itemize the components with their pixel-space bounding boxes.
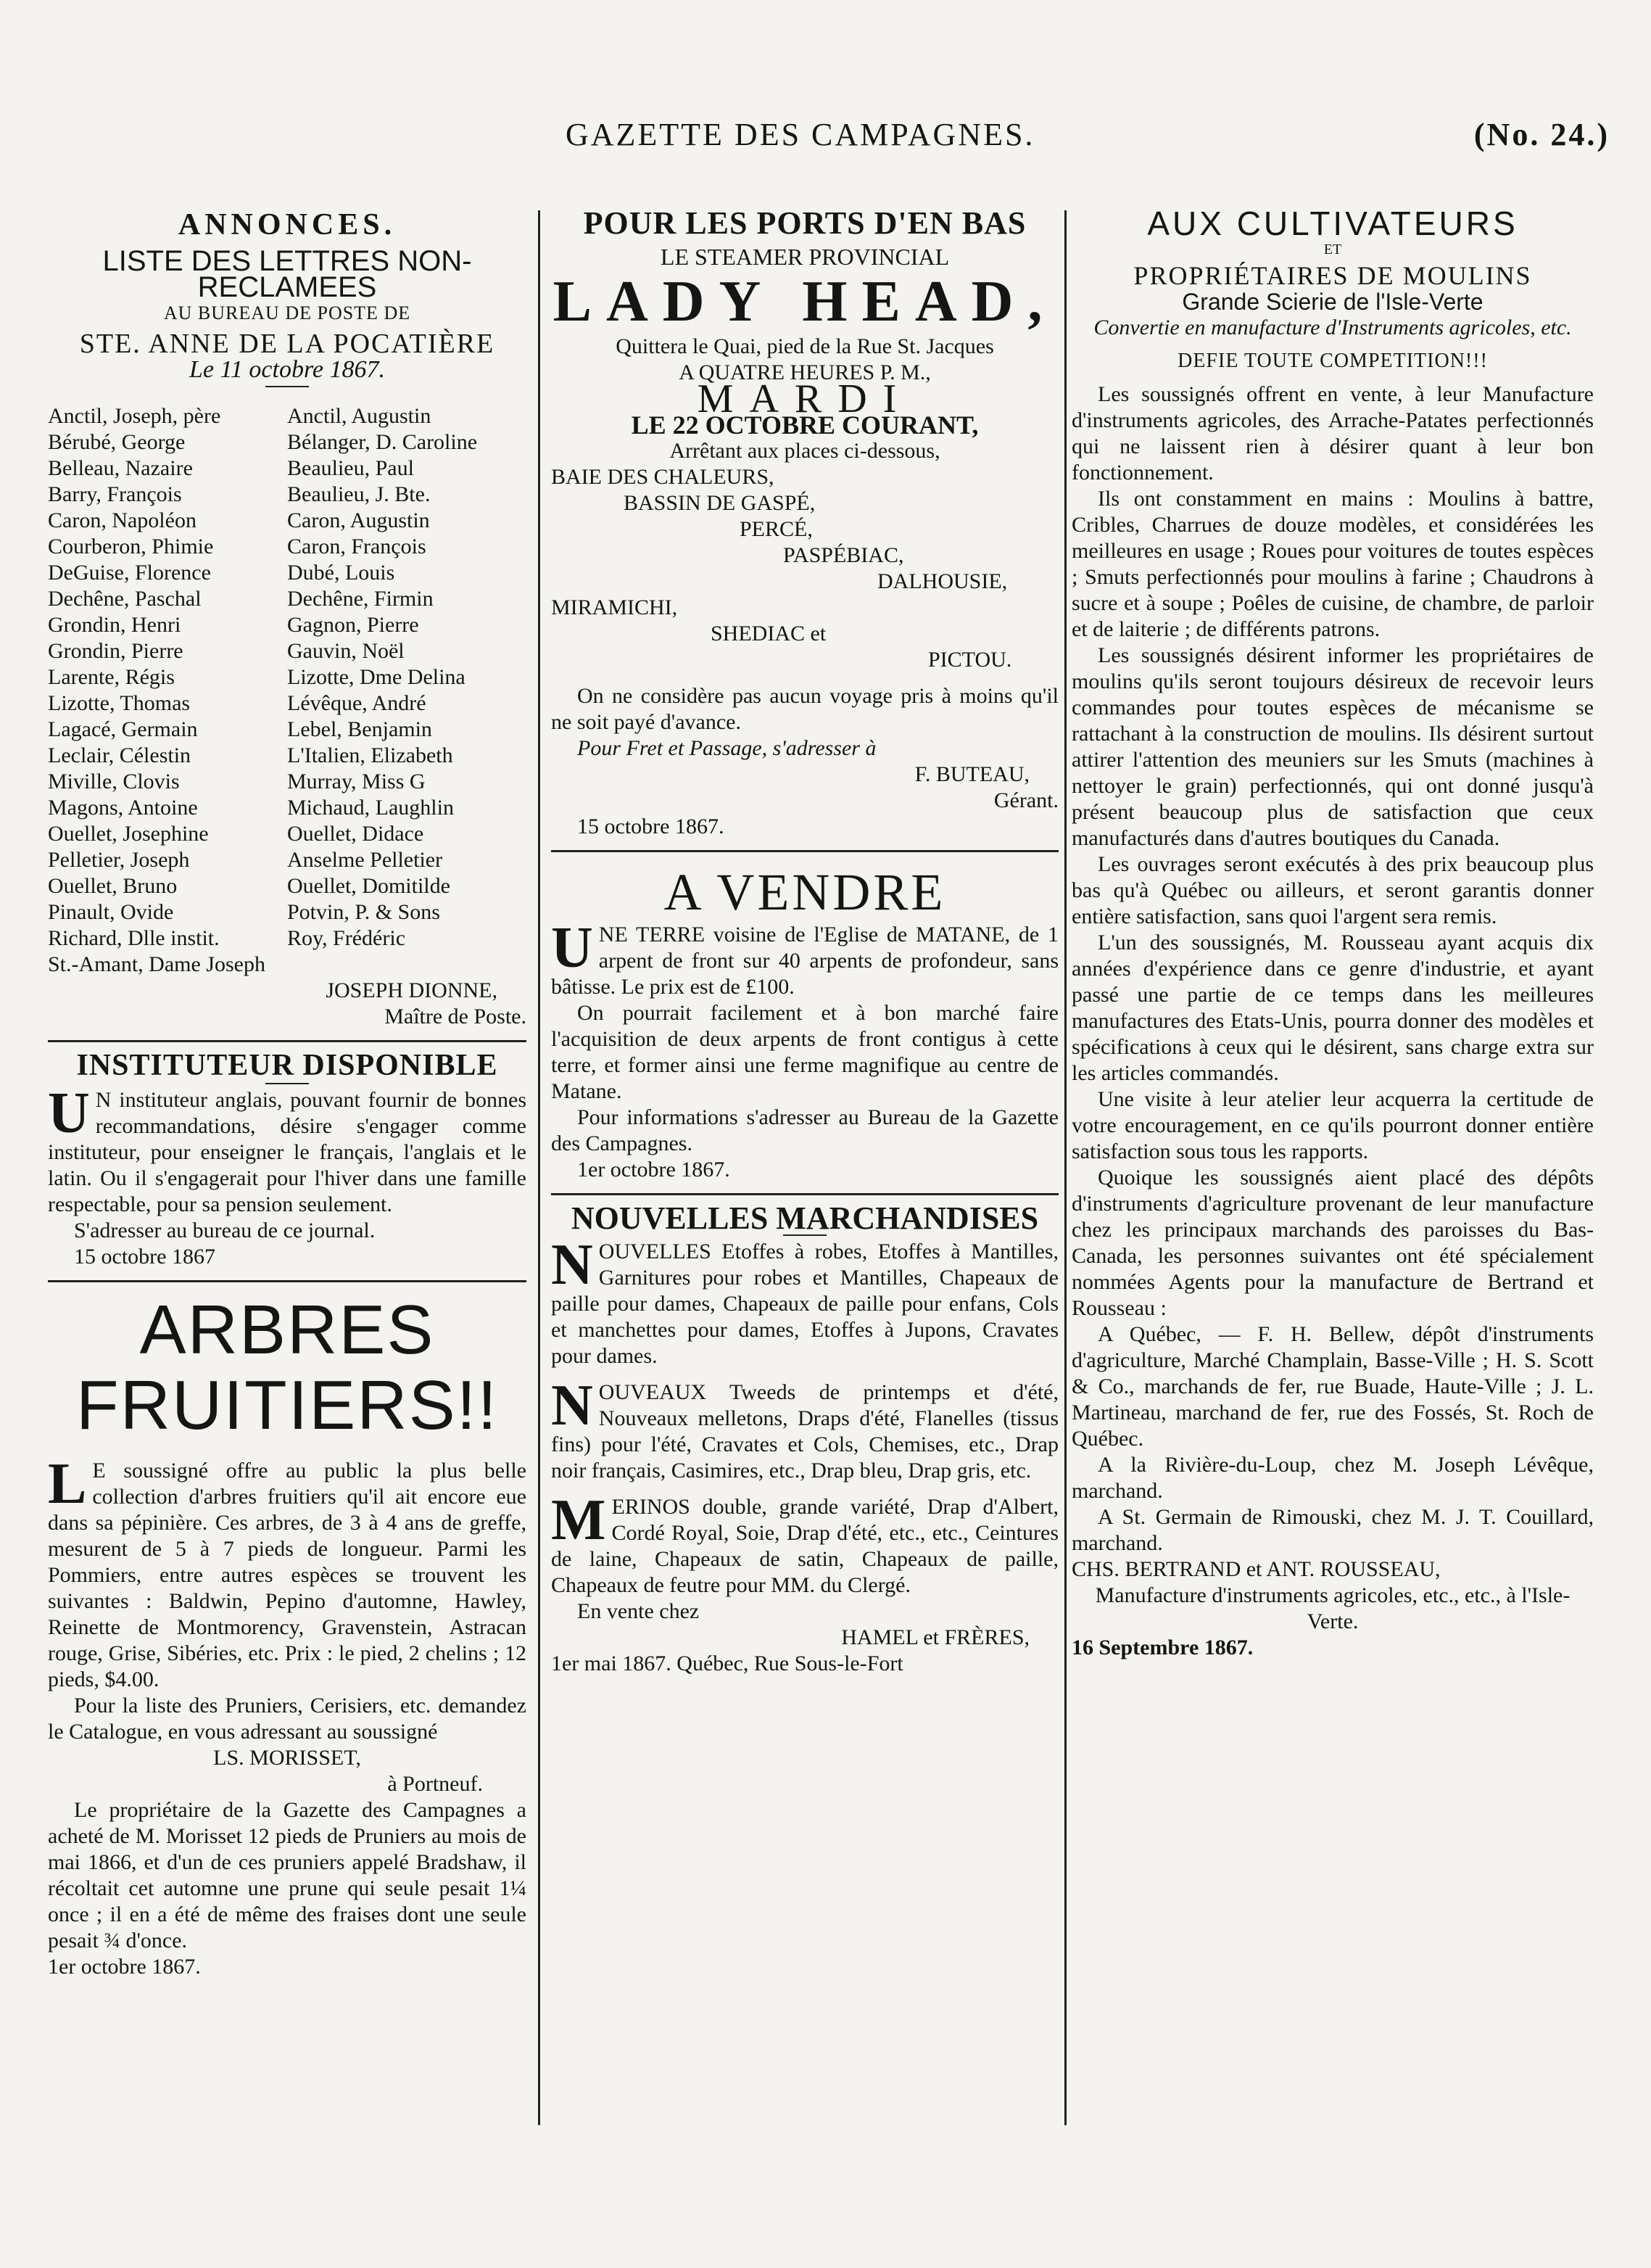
recipient-name: Larente, Régis [48,665,175,689]
list-item [48,847,526,873]
place-item: DALHOUSIE, [877,569,1008,593]
list-item [48,403,526,429]
postmaster-name: JOSEPH DIONNE, [326,978,497,1002]
arbres-signer: LS. MORISSET, [213,1746,361,1770]
paragraph: Les ouvrages seront exécutés à des prix beaucoup plus bas qu'à Québec ou ailleurs, et seront garantis donner entière satisfaction, sans quoi l'argent sera remis. [1072,852,1594,928]
recipient-name: Ouellet, Didace [287,822,424,846]
recipient-name: Courberon, Phimie [48,535,214,558]
column-divider [538,210,540,2125]
annonces-heading: ANNONCES. [178,208,397,242]
recipient-name: Anselme Pelletier [287,848,443,872]
list-item [48,664,526,690]
recipient-name: Caron, Napoléon [48,508,196,532]
recipient-name: Grondin, Pierre [48,639,183,663]
paragraph: Les soussignés désirent informer les propriétaires de moulins qu'ils seront toujours désireux de recevoir leurs commandes pour toutes espèces de mécanisme se rattachant à la construction de moulins. Ils désirent surtout attirer l'attention des meuniers sur les Smuts (machines à nettoyer le grain) perfectionnés, qui ont donné jusqu'à présent beaucoup plus de satisfaction que ceux manufacturés dans d'autres boutiques du Canada. [1072,643,1594,850]
recipient-name: Miville, Clovis [48,770,180,793]
quittera-line: Quittera le Quai, pied de la Rue St. Jacques [616,334,994,358]
recipient-name: Bélanger, D. Caroline [287,430,478,454]
place-item: PERCÉ, [740,517,813,541]
recipient-name: Richard, Dlle instit. [48,926,220,950]
dropcap: N [551,1233,593,1297]
recipient-name: Ouellet, Domitilde [287,874,450,898]
paragraph: L'un des soussignés, M. Rousseau ayant acquis dix années d'expérience dans ce genre d'industrie, et ayant passé une partie de ce temps dans les meilleures manufactures des Etats-Unis, pourra donner des modèles et spécifications à ceux qui le désirent, sans charge extra sur les articles commandés. [1072,931,1594,1085]
list-item [48,612,526,638]
arbres-text-3: Le propriétaire de la Gazette des Campagnes a acheté de M. Morisset 12 pieds de Pruniers au mois de mai 1866, et d'un de ces pruniers appelé Bradshaw, il récoltait cet automne une prune qui seule pesait 1¼ once ; il en a été de même des fraises dont une seule pesait ¾ d'once. [48,1798,526,1952]
recipient-name: Grondin, Henri [48,613,181,637]
liste-date: Le 11 octobre 1867. [189,356,386,383]
list-item [48,717,526,743]
recipient-name: Caron, Augustin [287,508,430,532]
place-item: PICTOU. [928,648,1012,672]
recipient-name: Magons, Antoine [48,796,198,820]
recipient-name: Pelletier, Joseph [48,848,190,872]
letters-list [48,403,526,952]
paragraph: Une visite à leur atelier leur acquerra la certitude de votre encouragement, en ce qu'ils pourront donner entière satisfaction sous tous les rapports. [1072,1087,1594,1163]
arbres-place: à Portneuf. [387,1772,483,1796]
list-item [48,455,526,482]
ports-date: 15 octobre 1867. [577,815,724,838]
recipient-name: Belleau, Nazaire [48,456,193,480]
nouvelles-heading: NOUVELLES MARCHANDISES [571,1200,1039,1236]
place-item: BAIE DES CHALEURS, [551,465,774,489]
recipient-name: Murray, Miss G [287,770,426,793]
list-item [48,795,526,821]
list-item [48,873,526,899]
recipient-name: Ouellet, Bruno [48,874,178,898]
dropcap: U [551,916,593,980]
vendre-date: 1er octobre 1867. [577,1158,730,1182]
column-divider [1064,210,1067,2125]
list-item [48,821,526,847]
heures-line: A QUATRE HEURES P. M., [679,360,931,384]
arretant-line: Arrêtant aux places ci-dessous, [669,439,940,463]
list-item [48,534,526,560]
paragraph: A la Rivière-du-Loup, chez M. Joseph Lévêque, marchand. [1072,1453,1594,1503]
defie-heading: DEFIE TOUTE COMPETITION!!! [1178,350,1488,372]
vendre-text-3: Pour informations s'adresser au Bureau de la Gazette des Campagnes. [551,1105,1059,1155]
octobre-line: LE 22 OCTOBRE COURANT, [631,411,979,440]
recipient-name: Anctil, Augustin [287,404,431,428]
en-vente-line: En vente chez [577,1599,700,1623]
list-item [48,508,526,534]
voyage-note: On ne considère pas aucun voyage pris à moins qu'il ne soit payé d'avance. [551,684,1059,734]
postmaster-title: Maître de Poste. [384,1005,526,1028]
col3-date: 16 Septembre 1867. [1072,1636,1254,1659]
paragraph: A St. Germain de Rimouski, chez M. J. T. Couillard, marchand. [1072,1505,1594,1555]
list-item [48,560,526,586]
issue-number: (No. 24.) [1473,117,1610,152]
dropcap: M [551,1488,606,1552]
ports-heading: POUR LES PORTS D'EN BAS [583,205,1027,241]
places-list [551,464,1059,673]
nouvelles-text-2: OUVEAUX Tweeds de printemps et d'été, Nouveaux melletons, Draps d'été, Flanelles (tissus fins) pour l'été, Cravates et Cols, Chemises, etc., Drap noir français, Casimires, etc., Drap bleu, Drap gris, etc. [551,1380,1059,1483]
recipient-name: L'Italien, Elizabeth [287,743,453,767]
place-item: PASPÉBIAC, [783,543,904,567]
list-item [48,586,526,612]
dropcap: U [48,1081,90,1145]
dropcap: N [551,1374,593,1438]
list-item [48,429,526,455]
vendre-heading: A VENDRE [663,863,946,921]
paragraph: Les soussignés offrent en vente, à leur Manufacture d'instruments agricoles, des Arrache-Patates perfectionnés qui ne laissent rien à désirer quant à leur bon fonctionnement. [1072,382,1594,484]
dropcap: L [48,1452,87,1516]
paragraph: A Québec, — F. H. Bellew, dépôt d'instruments d'agriculture, Marché Champlain, Basse-Ville ; H. S. Scott & Co., marchands de fer, rue Buade, Haute-Ville ; J. L. Martineau, marchand de fer, rue des Fossés, St. Roch de Québec. [1072,1322,1594,1451]
arbres-text-2: Pour la liste des Pruniers, Cerisiers, etc. demandez le Catalogue, en vous adressant au soussigné [48,1694,526,1744]
recipient-name: Caron, François [287,535,426,558]
recipient-name: Michaud, Laughlin [287,796,454,820]
recipient-name: Lagacé, Germain [48,717,198,741]
instituteur-address: S'adresser au bureau de ce journal. [74,1218,376,1242]
recipient-name: Potvin, P. & Sons [287,900,440,924]
arbres-text: E soussigné offre au public la plus belle collection d'arbres fruitiers qu'il ait encore eue dans sa pépinière. Ces arbres, de 3 à 4 ans de greffe, mesurent de 5 à 7 pieds de longueur. Parmi les Pommiers, entre autres espèces se trouvent les suivantes : Baldwin, Pepino d'automne, Hawley, Reinette de Montmorency, Gravenstein, Astracan rouge, Grise, Sibéries, etc. Prix : le pied, 2 chelins ; 12 pieds, $4.00. [48,1459,526,1691]
hamel-name: HAMEL et FRÈRES, [841,1625,1030,1649]
recipient-name: Lizotte, Thomas [48,691,191,715]
recipient-name: Pinault, Ovide [48,900,174,924]
instituteur-date: 15 octobre 1867 [74,1245,215,1269]
buteau-name: F. BUTEAU, [914,762,1030,786]
list-item [48,925,526,952]
recipient-name: Leclair, Célestin [48,743,191,767]
aux-cultivateurs-heading: AUX CULTIVATEURS [1147,205,1518,242]
paragraph: Quoique les soussignés aient placé des dépôts d'instruments d'agriculture provenant de leur manufacture chez les principaux marchands des paroisses du Bas-Canada, les personnes suivantes ont été spécialement nommées Agents pour la manufacture de Bertrand et Rousseau : [1072,1166,1594,1320]
buteau-title: Gérant. [993,788,1059,812]
recipient-name: Beaulieu, J. Bte. [287,482,431,506]
list-item [48,482,526,508]
column-middle [551,205,1059,1677]
list-item [48,899,526,925]
proprietaires-heading: PROPRIÉTAIRES DE MOULINS [1133,261,1532,290]
hamel-date: 1er mai 1867. Québec, Rue Sous-le-Fort [551,1651,903,1675]
masthead-title: GAZETTE DES CAMPAGNES. [566,117,1035,152]
manufacture-line: Manufacture d'instruments agricoles, etc., etc., à l'Isle-Verte. [1095,1583,1571,1633]
signers-line: CHS. BERTRAND et ANT. ROUSSEAU, [1072,1557,1441,1581]
arbres-heading: ARBRES FRUITIERS!! [75,1291,498,1444]
recipient-name: Dechêne, Paschal [48,587,202,611]
list-item: St.-Amant, Dame Joseph [48,952,265,976]
liste-place: STE. ANNE DE LA POCATIÈRE [79,329,495,359]
list-item [48,743,526,769]
liste-heading: LISTE DES LETTRES NON-RECLAMEES [102,245,472,303]
recipient-name: Lebel, Benjamin [287,717,432,741]
nouvelles-text-3: ERINOS double, grande variété, Drap d'Albert, Cordé Royal, Soie, Drap d'été, etc., etc., Ceintures de laine, Chapeaux de satin, Chapeaux de paille, Chapeaux de feutre pour MM. du Clergé. [551,1495,1059,1597]
arbres-date: 1er octobre 1867. [48,1955,201,1979]
liste-subheading: AU BUREAU DE POSTE DE [163,302,411,323]
lady-head-heading: LADY HEAD, [553,270,1057,334]
vendre-text: NE TERRE voisine de l'Eglise de MATANE, de 1 arpent de front sur 40 arpents de profondeur, sans bâtisse. Le prix est de £100. [551,923,1059,999]
recipient-name: Anctil, Joseph, père [48,404,221,428]
recipient-name: Barry, François [48,482,182,506]
recipient-name: Dubé, Louis [287,561,395,585]
column-right [1072,205,1594,1661]
list-item [48,638,526,664]
recipient-name: Gauvin, Noël [287,639,405,663]
nouvelles-text-1: OUVELLES Etoffes à robes, Etoffes à Mantilles, Garnitures pour robes et Mantilles, Chapeaux de paille pour dames, Chapeaux de paille pour enfans, Cols et manchettes pour dames, Etoffes à Jupons, Cravates pour dames. [551,1240,1059,1368]
recipient-name: Dechêne, Firmin [287,587,434,611]
list-item [48,690,526,717]
paragraph: Ils ont constamment en mains : Moulins à battre, Cribles, Charrues de douze modèles, et considérées les meilleures en usage ; Roues pour voitures de toutes espèces ; Smuts perfectionnés pour moulins à farine ; Chaudrons à sucre et à soupe ; Poêles de cuisine, de chambre, de parloir et de laiterie ; de différents patrons. [1072,487,1594,641]
mardi-heading: MARDI [697,376,913,421]
masthead [44,109,1610,160]
place-item: MIRAMICHI, [551,595,678,619]
recipient-name: Beaulieu, Paul [287,456,414,480]
list-item [48,769,526,795]
place-item: BASSIN DE GASPÉ, [624,491,816,515]
column-left [48,210,526,1980]
recipient-name: Bérubé, George [48,430,186,454]
recipient-name: Ouellet, Josephine [48,822,209,846]
instituteur-heading: INSTITUTEUR DISPONIBLE [76,1049,498,1082]
convertie-line: Convertie en manufacture d'Instruments agricoles, etc. [1093,316,1572,339]
place-item: SHEDIAC et [711,622,827,646]
instituteur-text: N instituteur anglais, pouvant fournir de bonnes recommandations, désire s'engager comme instituteur, pour enseigner le français, l'anglais et le latin. Ou il s'engagerait pour l'hiver dans une famille respectable, pour sa pension seulement. [48,1088,526,1216]
fret-note: Pour Fret et Passage, s'adresser à [577,736,877,760]
recipient-name: Gagnon, Pierre [287,613,419,637]
recipient-name: Roy, Frédéric [287,926,406,950]
steamer-line: LE STEAMER PROVINCIAL [660,244,950,270]
et-line: ET [1323,242,1342,257]
recipient-name: DeGuise, Florence [48,561,211,585]
vendre-text-2: On pourrait facilement et à bon marché faire l'acquisition de deux arpents de front contigus à cette terre, et former ainsi une ferme magnifique au centre de Matane. [551,1001,1059,1103]
scierie-heading: Grande Scierie de l'Isle-Verte [1182,289,1484,315]
recipient-name: Lizotte, Dme Delina [287,665,465,689]
recipient-name: Lévêque, André [287,691,426,715]
